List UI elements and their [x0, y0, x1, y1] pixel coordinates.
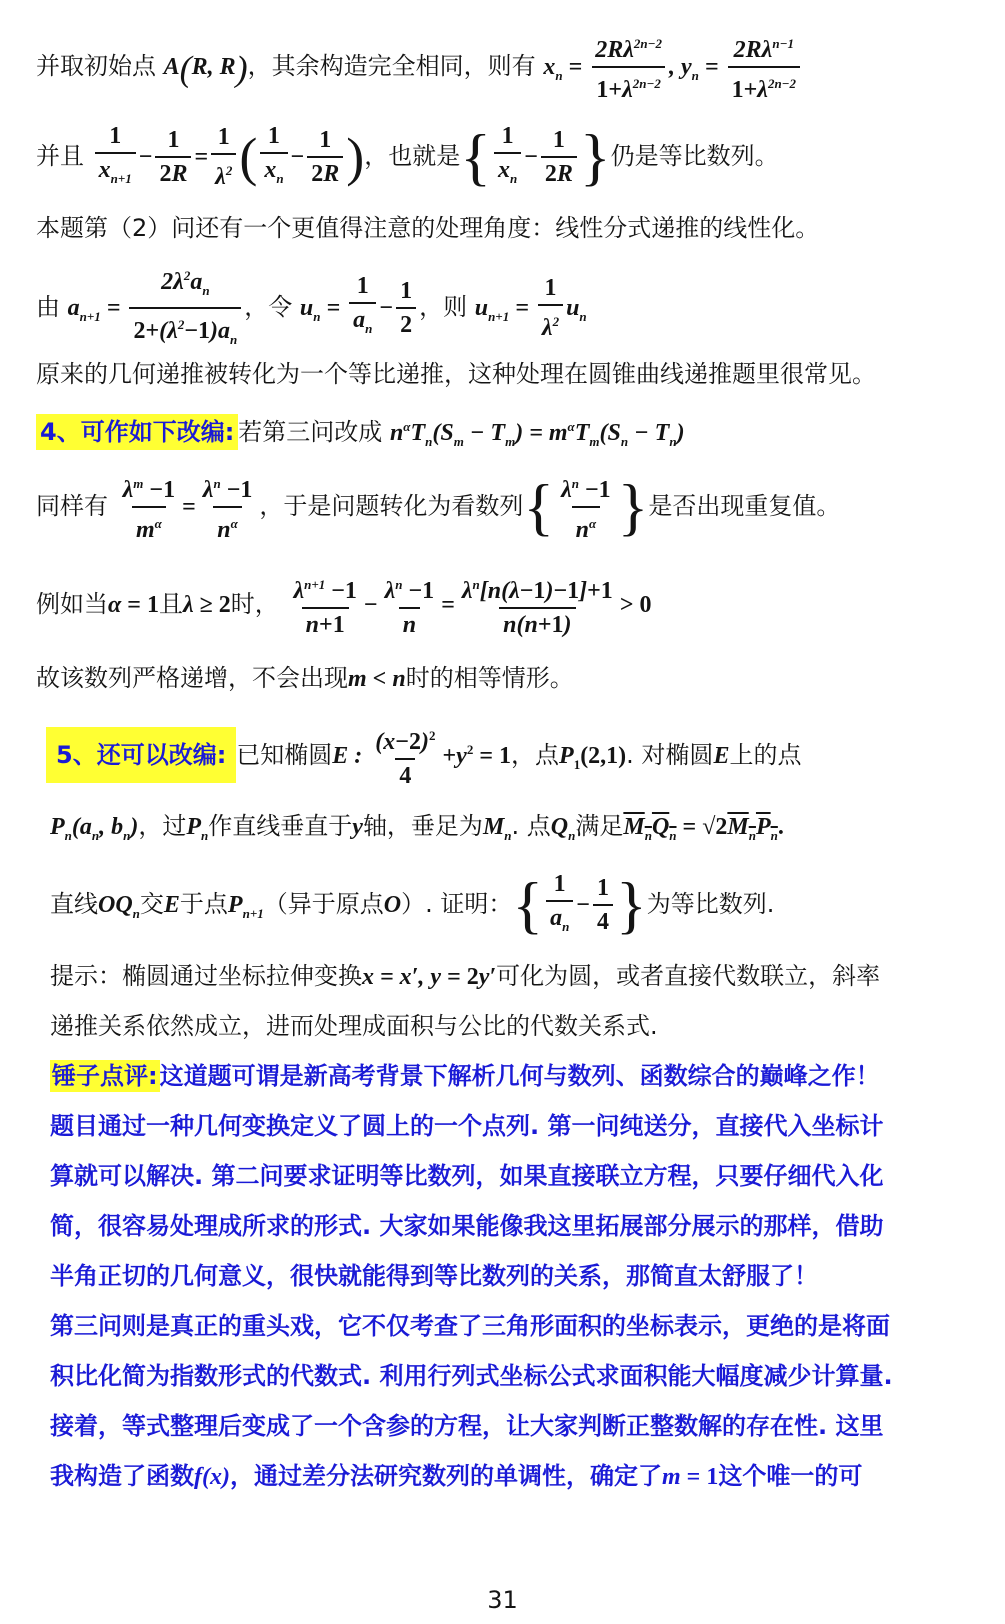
section-5-line-3: 直线$OQ_n$交E于点$P_{n+1}$（异于原点O）. 证明：{ $\frac{1}{a_n}$ − $\frac{1}{4}$ }为等比数列. — [50, 869, 775, 940]
section-5-heading: 5、还可以改编: 已知椭圆E : $\frac{(x-2)^2}{4}$ $+y^2 = 1$，点$P_1(2,1)$. 对椭圆E上的点 — [46, 710, 975, 790]
section-5-label: 5、还可以改编: — [46, 727, 236, 783]
section-5-line-2: $P_n(a_n$, $b_n$)，过$P_n$作直线垂直于y轴，垂足为$M_n$. 点$Q_n$满足$M_nQ_n = √2M_nP_n$. — [50, 812, 784, 843]
hint-line-1: 提示：椭圆通过坐标拉伸变换x = x′, y = 2y′可化为圆，或者直接代数联立，斜率 — [50, 962, 881, 990]
math-frac-xn: $\frac{2R\lambda^{2n-2}}{1+\lambda^{2n-2}}$ — [591, 30, 666, 104]
intro-line-1: 并取初始点 A(R, R)，其余构造完全相同，则有 $x_n$ = $\frac{2R\lambda^{2n-2}}{1+\lambda^{2n-2}}$ , $y_n$ = $\frac{2R\lambda^{n-1}}{1+\lambda^{2n-2}}$ — [36, 30, 975, 100]
page-number: 31 — [487, 1586, 518, 1614]
recurrence-line: 由 $a_{n+1}$ = $\frac{2\lambda^2a_n}{2+(\lambda^2-1)a_n}$ ，令 $u_n$ = $\frac{1}{a_n}$ − $\frac{1}{2}$ ，则 $u_{n+1}$ = $\frac{1}{\lambda^2}$ $u_n$ — [36, 262, 975, 332]
math-frac-recurrence: $\frac{2\lambda^2a_n}{2+(\lambda^2-1)a_n}$ — [129, 262, 241, 354]
comment-line-1: 锤子点评:这道题可谓是新高考背景下解析几何与数列、函数综合的巅峰之作！ — [52, 1062, 880, 1090]
comment-line-3: 算就可以解决. 第二问要求证明等比数列，如果直接联立方程，只要仔细代入化 — [50, 1162, 884, 1190]
hint-line-2: 递推关系依然成立，进而处理成面积与公比的代数关系式. — [50, 1012, 658, 1040]
intro-line-2: 并且 $\frac{1}{x_{n+1}}$ − $\frac{1}{2R}$ = $\frac{1}{\lambda^2}$ ( $\frac{1}{x_n}$ − $\frac{1}{2R}$ )，也就是{ $\frac{1}{x_n}$ − $\frac{1}{2R}$ }仍是等比数列。 — [36, 121, 779, 192]
section-4-same: 同样有 $\frac{\lambda^m -1}{m^\alpha}$ = $\frac{\lambda^n -1}{n^\alpha}$ ，于是问题转化为看数列{ $\frac{\lambda^n -1}{n^\alpha}$ }是否出现重复值。 — [36, 471, 841, 543]
math-initial-point: A(R, R) — [163, 48, 248, 89]
math-frac-yn: $\frac{2R\lambda^{n-1}}{1+\lambda^{2n-2}}$ — [728, 30, 800, 104]
math-frac-1-xn1: $\frac{1}{x_{n+1}}$ — [95, 122, 136, 193]
section-4-example: 例如当α = 1且λ ≥ 2时， $\frac{\lambda^{n+1} -1}{n+1}$ − $\frac{\lambda^n -1}{n}$ = $\frac{\lambda^n[n(\lambda-1)-1]+1}{n(n+1)}$ > 0 — [36, 577, 652, 638]
comment-line-5: 半角正切的几何意义，很快就能得到等比数列的关系，那简直太舒服了！ — [50, 1262, 818, 1290]
comment-label: 锤子点评: — [52, 1062, 158, 1090]
section-4-conclusion: 故该数列严格递增，不会出现m < n时的相等情形。 — [36, 664, 574, 692]
section-4-heading: 4、可作如下改编: 若第三问改成 $n^\alpha T_n(S_m - T_m) = m^\alpha T_m(S_n - T_n)$ — [36, 404, 975, 450]
comment-line-7: 积比化简为指数形式的代数式. 利用行列式坐标公式求面积能大幅度减少计算量. — [50, 1362, 893, 1390]
note-linearization: 本题第（2）问还有一个更值得注意的处理角度：线性分式递推的线性化。 — [36, 214, 820, 242]
comment-line-9: 我构造了函数f(x)，通过差分法研究数列的单调性，确定了m = 1这个唯一的可 — [50, 1462, 863, 1490]
comment-line-4: 简，很容易处理成所求的形式. 大家如果能像我这里拓展部分展示的那样，借助 — [50, 1212, 884, 1240]
comment-line-8: 接着，等式整理后变成了一个含参的方程，让大家判断正整数解的存在性. 这里 — [50, 1412, 884, 1440]
section-4-label: 4、可作如下改编: — [36, 414, 238, 450]
math-xn: $x_n$ = — [543, 54, 589, 83]
comment-line-6: 第三问则是真正的重头戏，它不仅考查了三角形面积的坐标表示，更绝的是将面 — [50, 1312, 890, 1340]
geo-conclusion: 原来的几何递推被转化为一个等比递推，这种处理在圆锥曲线递推题里很常见。 — [36, 360, 876, 388]
comment-line-2: 题目通过一种几何变换定义了圆上的一个点列. 第一问纯送分，直接代入坐标计 — [50, 1112, 884, 1140]
